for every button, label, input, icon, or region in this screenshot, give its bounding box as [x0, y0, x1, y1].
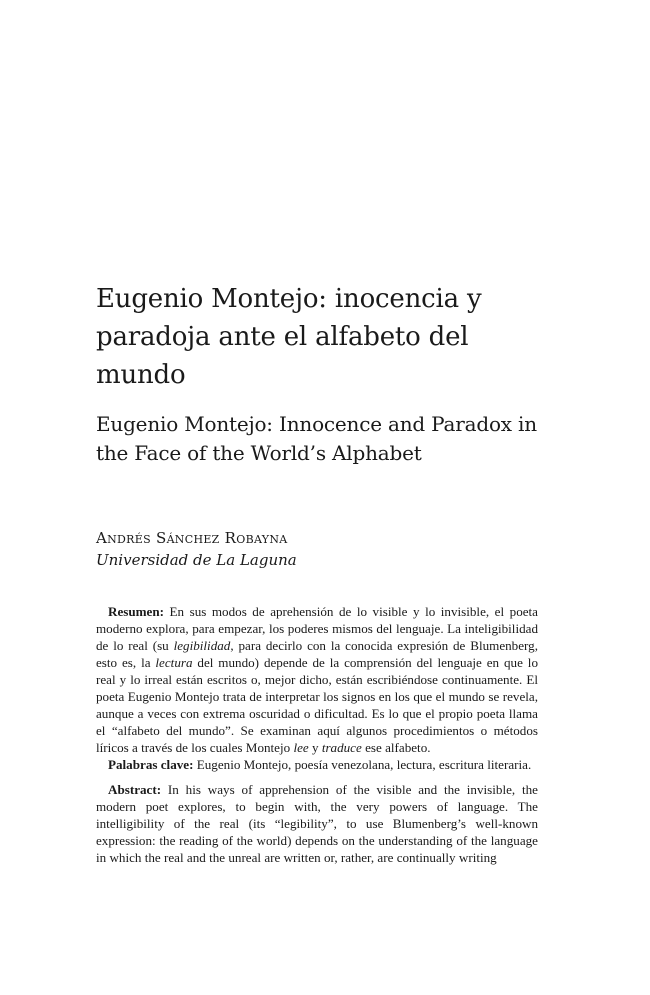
resumen-text-5: ese alfabeto. [361, 740, 431, 755]
article-title-english: Eugenio Montejo: Innocence and Paradox in the Face of the World’s Alphabet [96, 412, 537, 465]
resumen-italic-2: lectura [155, 655, 193, 670]
article-title-spanish: Eugenio Montejo: inocencia y paradoja ante el alfabeto del mundo [96, 284, 482, 390]
resumen-italic-1: legibilidad [173, 638, 231, 653]
resumen-italic-4: traduce [321, 740, 362, 755]
abstract-paragraph [96, 781, 538, 866]
abstract-text: In his ways of apprehension of the visible and the invisible, the modern poet explores, to begin with, the very powers of language. The intelligibility of the real (its “legibility”, to use Blumenberg’s well-known expression: the reading of the world) depends on the understanding of the language in which the real and the unreal are written or, rather, are continually writing [96, 782, 538, 865]
resumen-label: Resumen: [108, 604, 165, 619]
author-block [96, 527, 538, 571]
resumen-text-2: , para decirlo con la conocida expresión de Blumenberg, esto es, la [96, 638, 538, 670]
resumen-text-4: y [308, 740, 322, 755]
resumen-italic-3: lee [293, 740, 309, 755]
resumen-text-3: del mundo) depende de la comprensión del lenguaje en que lo real y lo irreal están escritos o, mejor dicho, están escribiéndose continuamente. El poeta Eugenio Montejo trata de interpretar los signos en los que el mundo se revela, aunque a veces con extrema oscuridad o dificultad. Es lo que el propio poeta llama el “alfabeto del mundo”. Se examinan aquí algunos procedimientos o métodos líricos a través de los cuales Montejo [96, 655, 538, 755]
author-name: Andrés Sánchez Robayna [96, 529, 288, 547]
resumen-text-1: En sus modos de aprehensión de lo visible y lo invisible, el poeta moderno explora, para empezar, los poderes mismos del lenguaje. La inteligibilidad de lo real (su [96, 604, 538, 653]
abstract-section [96, 603, 538, 866]
resumen-paragraph [96, 603, 538, 756]
abstract-label: Abstract: [108, 782, 162, 797]
keywords-paragraph [96, 756, 538, 773]
keywords-text: Eugenio Montejo, poesía venezolana, lectura, escritura literaria. [193, 757, 532, 772]
keywords-label: Palabras clave: [108, 757, 194, 772]
article-first-page [96, 280, 538, 866]
author-affiliation: Universidad de La Laguna [96, 551, 297, 569]
